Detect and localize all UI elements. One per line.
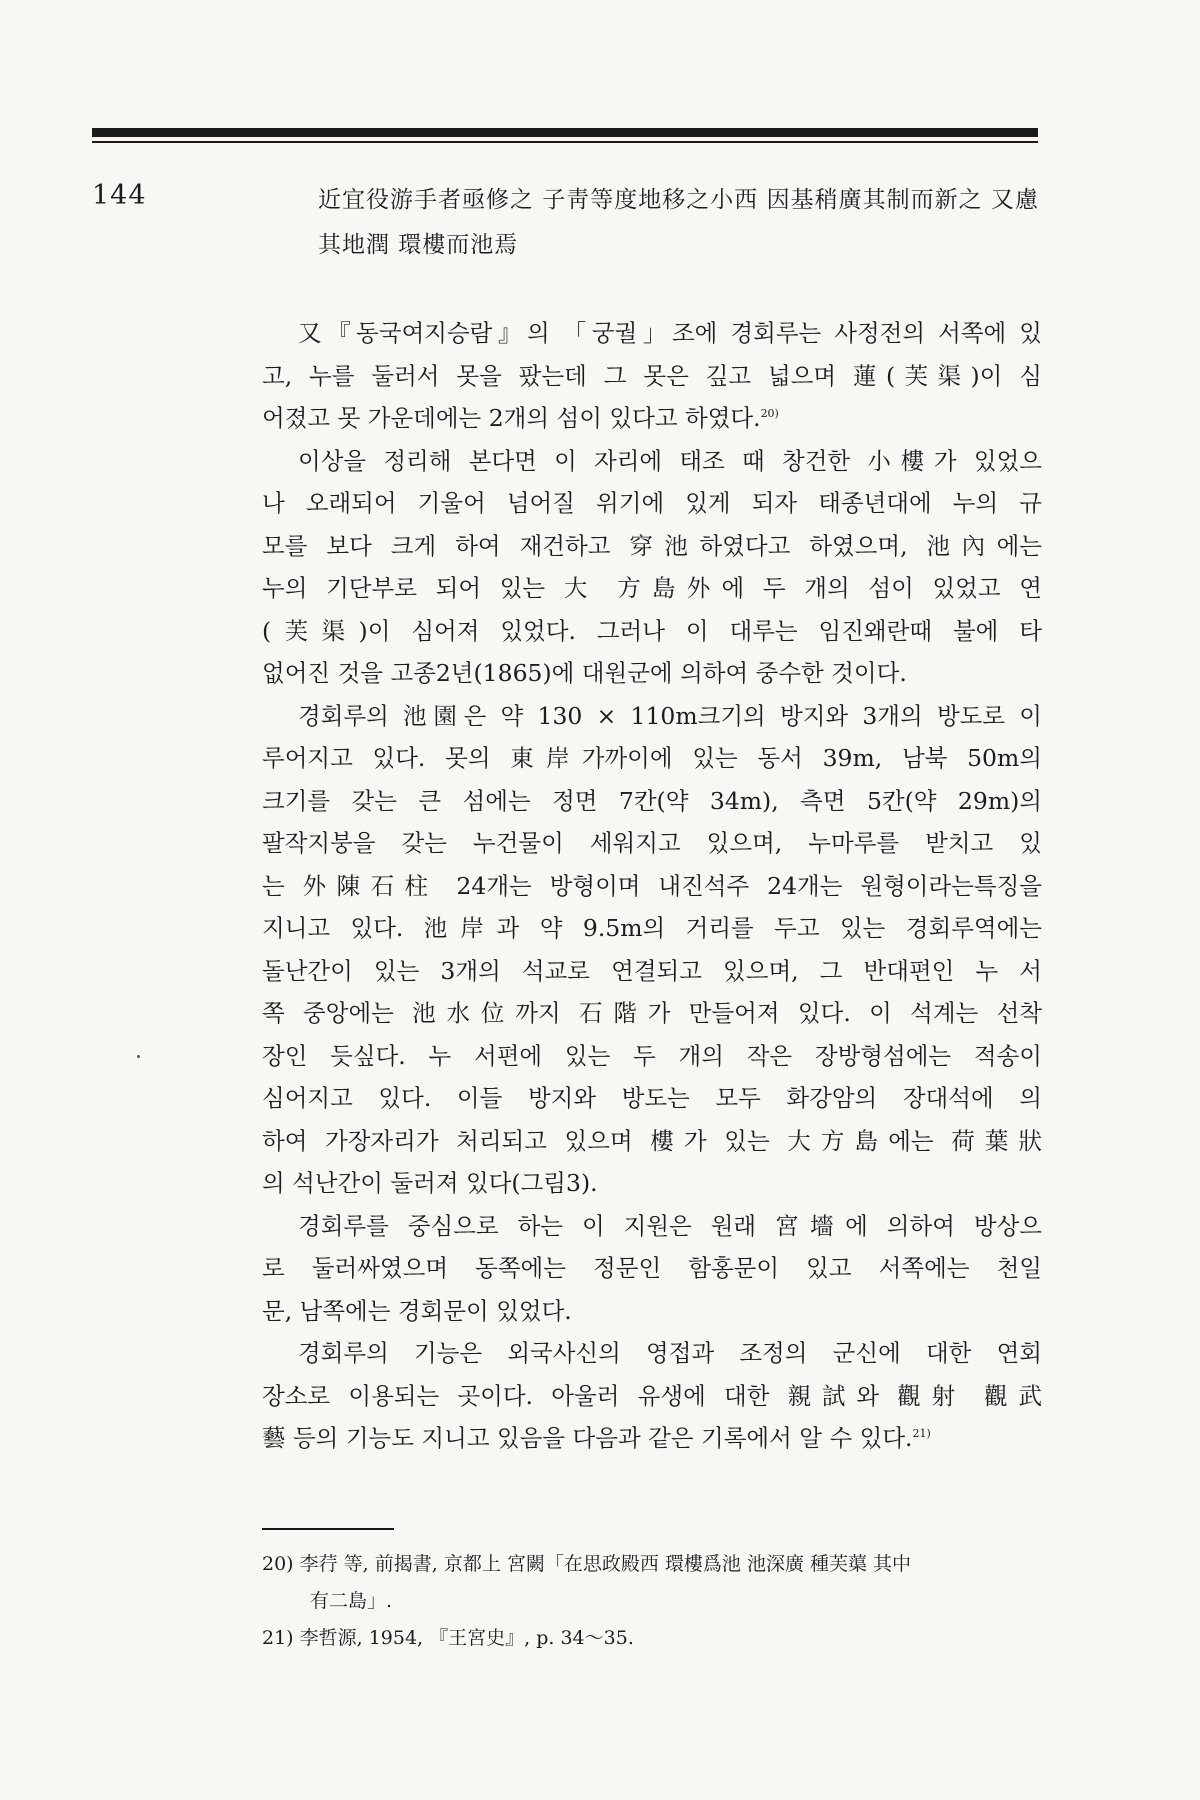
footnote-20-continued: 有二島」. bbox=[310, 1590, 393, 1612]
body-line-with-ref bbox=[262, 397, 1042, 440]
body-line: 지니고 있다. 池岸과 약 9.5m의 거리를 두고 있는 경회루역에는 bbox=[262, 914, 1042, 942]
footnote-rule bbox=[262, 1528, 394, 1530]
classical-chinese-quote bbox=[318, 178, 1042, 268]
body-line: 경회루를 중심으로 하는 이 지원은 원래 宮墻에 의하여 방상으 bbox=[298, 1211, 1042, 1240]
page-number: 144 bbox=[92, 180, 147, 211]
body-line: 돌난간이 있는 3개의 석교로 연결되고 있으며, 그 반대편인 누 서 bbox=[262, 956, 1042, 985]
body-line: 모를 보다 크게 하여 재건하고 穿池하였다고 하였으며, 池內에는 bbox=[262, 531, 1042, 560]
body-line: 나 오래되어 기울어 넘어질 위기에 있게 되자 태종년대에 누의 규 bbox=[262, 489, 1042, 517]
body-line: 누의 기단부로 되어 있는 大 方島外에 두 개의 섬이 있었고 연 bbox=[262, 574, 1042, 602]
footnote-20: 20) 李荇 等, 前揭書, 京都上 宮闕「在思政殿西 環樓爲池 池深廣 種芙蕖 其中 bbox=[262, 1553, 912, 1575]
quote-line: 其地潤 環樓而池焉 bbox=[318, 232, 519, 258]
body-line: 藝 등의 기능도 지니고 있음을 다음과 같은 기록에서 알 수 있다. bbox=[262, 1424, 913, 1452]
body-line-with-ref bbox=[262, 1417, 1042, 1460]
body-text bbox=[262, 312, 1042, 1460]
body-line: (芙渠)이 심어져 있었다. 그러나 이 대루는 임진왜란때 불에 타 bbox=[262, 616, 1042, 645]
body-line: 又『동국여지승람』의 「궁궐」조에 경회루는 사정전의 서쪽에 있 bbox=[298, 319, 1042, 347]
body-line: 크기를 갖는 큰 섬에는 정면 7칸(약 34m), 측면 5칸(약 29m)의 bbox=[262, 786, 1042, 815]
scan-speck bbox=[137, 1055, 140, 1058]
body-line: 경회루의 池園은 약 130 × 110m크기의 방지와 3개의 방도로 이 bbox=[298, 701, 1042, 730]
body-line: 고, 누를 둘러서 못을 팠는데 그 못은 깊고 넓으며 蓮(芙渠)이 심 bbox=[262, 361, 1042, 390]
quote-line: 近宜役游手者亟修之 子靑等度地移之小西 因基稍廣其制而新之 又慮 bbox=[318, 187, 1039, 213]
body-line: 하여 가장자리가 처리되고 있으며 樓가 있는 大方島에는 荷葉狀 bbox=[262, 1126, 1042, 1155]
body-line: 의 석난간이 둘러져 있다(그림3). bbox=[262, 1169, 598, 1197]
body-line: 경회루의 기능은 외국사신의 영접과 조정의 군신에 대한 연회 bbox=[298, 1339, 1042, 1367]
body-line: 없어진 것을 고종2년(1865)에 대원군에 의하여 중수한 것이다. bbox=[262, 659, 907, 687]
body-line: 팔작지붕을 갖는 누건물이 세워지고 있으며, 누마루를 받치고 있 bbox=[262, 829, 1042, 857]
body-line: 장소로 이용되는 곳이다. 아울러 유생에 대한 親試와 觀射 觀武 bbox=[262, 1381, 1042, 1410]
body-line: 이상을 정리해 본다면 이 자리에 태조 때 창건한 小樓가 있었으 bbox=[298, 446, 1042, 475]
header-rule-thin bbox=[92, 141, 1038, 143]
footnotes bbox=[262, 1546, 1042, 1657]
body-line: 루어지고 있다. 못의 東岸가까이에 있는 동서 39m, 남북 50m의 bbox=[262, 744, 1042, 772]
header-rule-thick bbox=[92, 128, 1038, 137]
body-line: 어졌고 못 가운데에는 2개의 섬이 있다고 하였다. bbox=[262, 404, 761, 432]
body-line: 쪽 중앙에는 池水位까지 石階가 만들어져 있다. 이 석계는 선착 bbox=[262, 999, 1042, 1027]
body-line: 심어지고 있다. 이들 방지와 방도는 모두 화강암의 장대석에 의 bbox=[262, 1084, 1042, 1112]
footnote-ref-20: 20) bbox=[760, 407, 779, 421]
footnote-21: 21) 李哲源, 1954, 『王宮史』, p. 34～35. bbox=[262, 1627, 634, 1649]
body-line: 장인 듯싶다. 누 서편에 있는 두 개의 작은 장방형섬에는 적송이 bbox=[262, 1041, 1042, 1070]
body-line: 문, 남쪽에는 경회문이 있었다. bbox=[262, 1296, 572, 1325]
body-line: 는 外陳石柱 24개는 방형이며 내진석주 24개는 원형이라는특징을 bbox=[262, 871, 1042, 900]
body-line: 로 둘러싸였으며 동쪽에는 정문인 함홍문이 있고 서쪽에는 천일 bbox=[262, 1254, 1042, 1282]
footnote-ref-21: 21) bbox=[912, 1427, 931, 1441]
